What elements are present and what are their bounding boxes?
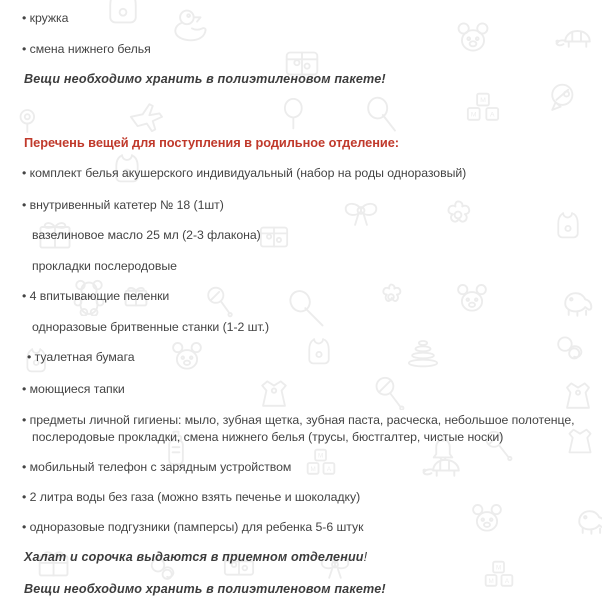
hygiene-paragraph-text: предметы личной гигиены: мыло, зубная щетка, зубная паста, расческа, небольшое полотенце, послеродовые прокладки, смена нижнего белья (трусы, бюстгалтер, чистые носки) [29,413,575,444]
list-item [22,350,135,365]
list-item-label: одноразовые бритвенные станки (1-2 шт.) [32,320,270,334]
list-item-label: 4 впитывающие пеленки [29,289,170,303]
list-item-label: прокладки послеродовые [32,259,177,273]
list-item [22,42,151,57]
svg-text:M: M [470,111,477,119]
flower-rattle-icon [375,282,407,312]
turtle-icon [420,452,464,482]
list-item [22,259,177,274]
flower-rattle-icon [440,198,476,232]
list-item [22,382,125,397]
hygiene-paragraph [22,412,602,446]
list-item-label: комплект белья акушерского индивидуальный (набор на роды одноразовый) [29,166,467,180]
balloon-icon [365,96,399,134]
bib-icon [555,210,581,242]
bear-face-icon [455,20,491,54]
list-item [22,198,224,213]
dinosaur-icon [574,502,602,536]
rattle-icon [205,286,235,318]
toy-chest-icon [258,221,290,249]
svg-text:M: M [310,465,316,473]
rattle-icon [374,376,406,410]
list-item [22,320,269,335]
list-item-label: вазелиновое масло 25 мл (2-3 флакона) [32,228,261,242]
dress-icon [560,380,596,412]
list-item [22,228,261,243]
exclamation-mark: ! [363,550,368,564]
list-item [22,11,68,26]
list-item-label: кружка [29,11,69,25]
tag-icon [18,108,40,134]
list-item [22,460,291,475]
svg-text:A: A [490,111,495,119]
bullet-marker: • [22,413,27,427]
list-item [22,166,466,181]
bullet-marker: • [22,289,27,303]
bear-face-icon [170,340,204,372]
robe-notice-text: Халат и сорочка выдаются в приемном отделении [24,550,364,564]
stacking-rings-icon [406,338,440,368]
list-item [22,520,363,535]
svg-text:M: M [495,564,502,572]
list-item-label: туалетная бумага [34,350,135,364]
pacifier-icon [554,334,586,366]
duck-icon [172,8,212,42]
list-item [22,289,169,304]
alphabet-blocks-icon [484,560,514,590]
alphabet-blocks-icon [306,448,336,478]
turtle-icon [553,24,595,52]
bullet-marker: • [22,382,27,396]
list-item-label: моющиеся тапки [29,382,125,396]
bullet-marker: • [22,490,27,504]
bear-face-icon [455,282,489,314]
bullet-marker: • [27,350,32,364]
rattle-icon [548,82,580,116]
bullet-marker: • [22,42,27,56]
storage-notice: Вещи необходимо хранить в полиэтиленовом пакете! [24,72,386,86]
dinosaur-icon [560,284,600,318]
bullet-marker: • [22,166,27,180]
list-item-label: 2 литра воды без газа (можно взять печенье и шоколадку) [29,490,361,504]
svg-text:A: A [326,465,332,473]
bullet-marker: • [22,198,27,212]
storage-notice-text: Вещи необходимо хранить в полиэтиленовом пакете [24,582,382,596]
svg-text:M: M [480,97,486,105]
bib-icon [106,0,140,28]
robe-notice [24,550,367,565]
dress-icon [255,378,293,410]
svg-text:M: M [488,577,494,585]
bullet-marker: • [22,460,27,474]
bow-icon [340,196,382,230]
list-item-label: смена нижнего белья [29,42,151,56]
svg-text:M: M [317,452,324,460]
list-item-label: мобильный телефон с зарядным устройством [29,460,292,474]
bullet-marker: • [22,11,27,25]
bib-icon [306,336,332,368]
list-item [22,490,360,505]
bullet-marker: • [22,520,27,534]
svg-text:A: A [504,577,510,585]
storage-notice-footer [24,582,386,597]
airplane-icon [127,100,165,132]
exclamation-mark: ! [381,582,386,596]
list-item-label: внутривенный катетер № 18 (1шт) [29,198,224,212]
page-title: Перечень вещей для поступления в родильное отделение: [24,135,400,150]
bear-face-icon [470,502,504,534]
spoon-icon [280,98,310,130]
list-item-label: одноразовые подгузники (памперсы) для ребенка 5-6 штук [29,520,364,534]
spoon-icon [288,290,326,328]
alphabet-blocks-icon [466,92,500,124]
